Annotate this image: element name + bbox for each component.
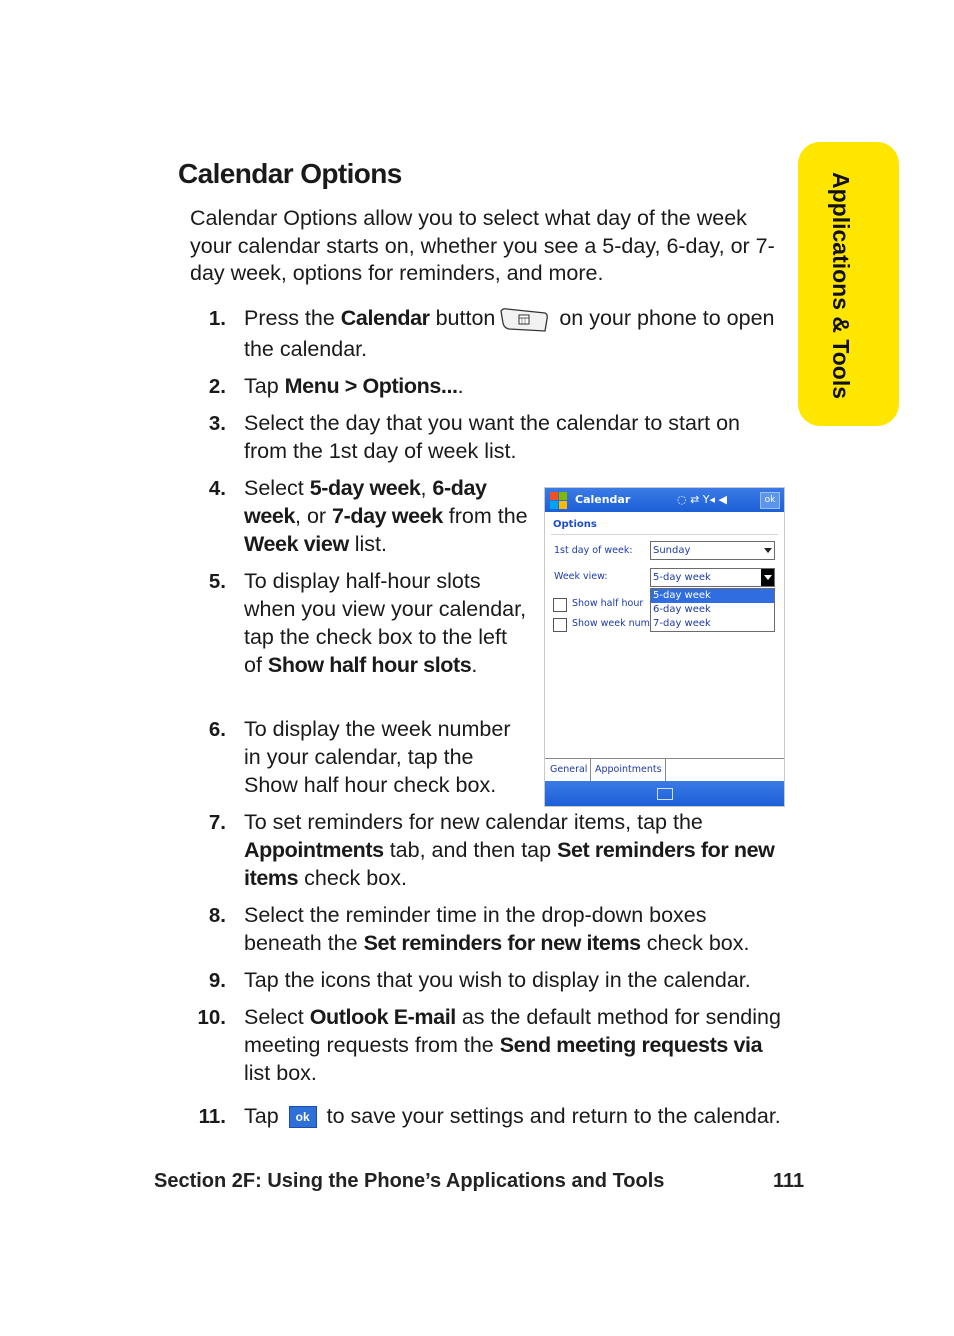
step-number: 3. bbox=[208, 412, 226, 435]
page-number: 111 bbox=[773, 1170, 805, 1192]
windows-start-icon bbox=[549, 491, 567, 509]
page-title: Calendar Options bbox=[178, 158, 402, 189]
step-5-text: To display half-hour slots when you view your calendar, tap the check box to the left of Show half hour slots. bbox=[244, 569, 527, 677]
list-item[interactable]: 6-day week bbox=[653, 604, 711, 615]
phone-title-bar bbox=[545, 488, 784, 512]
step-number: 9. bbox=[208, 969, 226, 992]
step-number: 8. bbox=[208, 904, 226, 927]
step-3-text: Select the day that you want the calendar to start on from the 1st day of week list. bbox=[244, 411, 741, 463]
side-tab-label: Applications & Tools bbox=[828, 172, 854, 400]
phone-menu-bar bbox=[545, 781, 784, 806]
list-item[interactable]: 5-day week bbox=[651, 589, 774, 603]
step-number: 2. bbox=[208, 375, 226, 398]
step-1-text: Press the Calendar button on your phone to open the calendar. bbox=[244, 306, 775, 361]
step-number: 4. bbox=[208, 477, 226, 500]
step-9-text: Tap the icons that you wish to display in the calendar. bbox=[244, 968, 751, 992]
ok-button-icon: ok bbox=[289, 1106, 317, 1128]
phone-screenshot bbox=[544, 487, 785, 807]
list-item[interactable]: 7-day week bbox=[653, 618, 711, 629]
calendar-button-icon bbox=[499, 307, 549, 331]
phone-section-title: Options bbox=[553, 519, 597, 530]
phone-app-title: Calendar bbox=[575, 493, 631, 506]
week-view-dropdown-list[interactable] bbox=[650, 588, 775, 632]
phone-tab-bar bbox=[545, 758, 784, 782]
step-number: 7. bbox=[208, 811, 226, 834]
status-icons: ◌ ⇄ Y◂ ◀ bbox=[677, 493, 728, 506]
step-10-text: Select Outlook E-mail as the default method for sending meeting requests from the Send meeting requests via list box. bbox=[244, 1005, 781, 1085]
step-4-text: Select 5-day week, 6-day week, or 7-day week from the Week view list. bbox=[244, 476, 528, 556]
section-side-tab bbox=[798, 142, 899, 426]
step-number: 10. bbox=[197, 1006, 226, 1029]
first-day-select[interactable]: Sunday bbox=[650, 541, 775, 560]
first-day-label: 1st day of week: bbox=[554, 545, 633, 556]
tab-general[interactable]: General bbox=[547, 759, 591, 781]
step-6-text: To display the week number in your calendar, tap the Show half hour check box. bbox=[244, 717, 511, 797]
show-week-num-label: Show week num bbox=[572, 618, 650, 629]
intro-paragraph: Calendar Options allow you to select what day of the week your calendar starts on, whether you see a 5-day, 6-day, or 7-day week, options for reminders, and more. bbox=[190, 206, 775, 285]
show-half-hour-checkbox[interactable] bbox=[553, 598, 567, 612]
week-view-label: Week view: bbox=[554, 571, 608, 582]
step-2-text: Tap Menu > Options.... bbox=[244, 374, 464, 398]
step-number: 6. bbox=[208, 718, 226, 741]
week-view-select[interactable]: 5-day week bbox=[650, 568, 775, 587]
step-number: 1. bbox=[208, 307, 226, 330]
phone-ok-button[interactable]: ok bbox=[760, 492, 780, 509]
keyboard-icon[interactable] bbox=[657, 788, 673, 800]
step-7-text: To set reminders for new calendar items, tap the Appointments tab, and then tap Set reminders for new items check box. bbox=[244, 810, 775, 890]
show-half-hour-label: Show half hour bbox=[572, 598, 644, 609]
step-11-text: Tap ok to save your settings and return to the calendar. bbox=[244, 1104, 781, 1128]
footer-section-title: Section 2F: Using the Phone’s Applications and Tools bbox=[154, 1170, 665, 1192]
tab-appointments[interactable]: Appointments bbox=[592, 759, 666, 781]
step-number: 5. bbox=[208, 570, 226, 593]
show-week-num-checkbox[interactable] bbox=[553, 618, 567, 632]
step-number: 11. bbox=[198, 1105, 226, 1128]
step-8-text: Select the reminder time in the drop-down boxes beneath the Set reminders for new items check box. bbox=[244, 903, 750, 955]
